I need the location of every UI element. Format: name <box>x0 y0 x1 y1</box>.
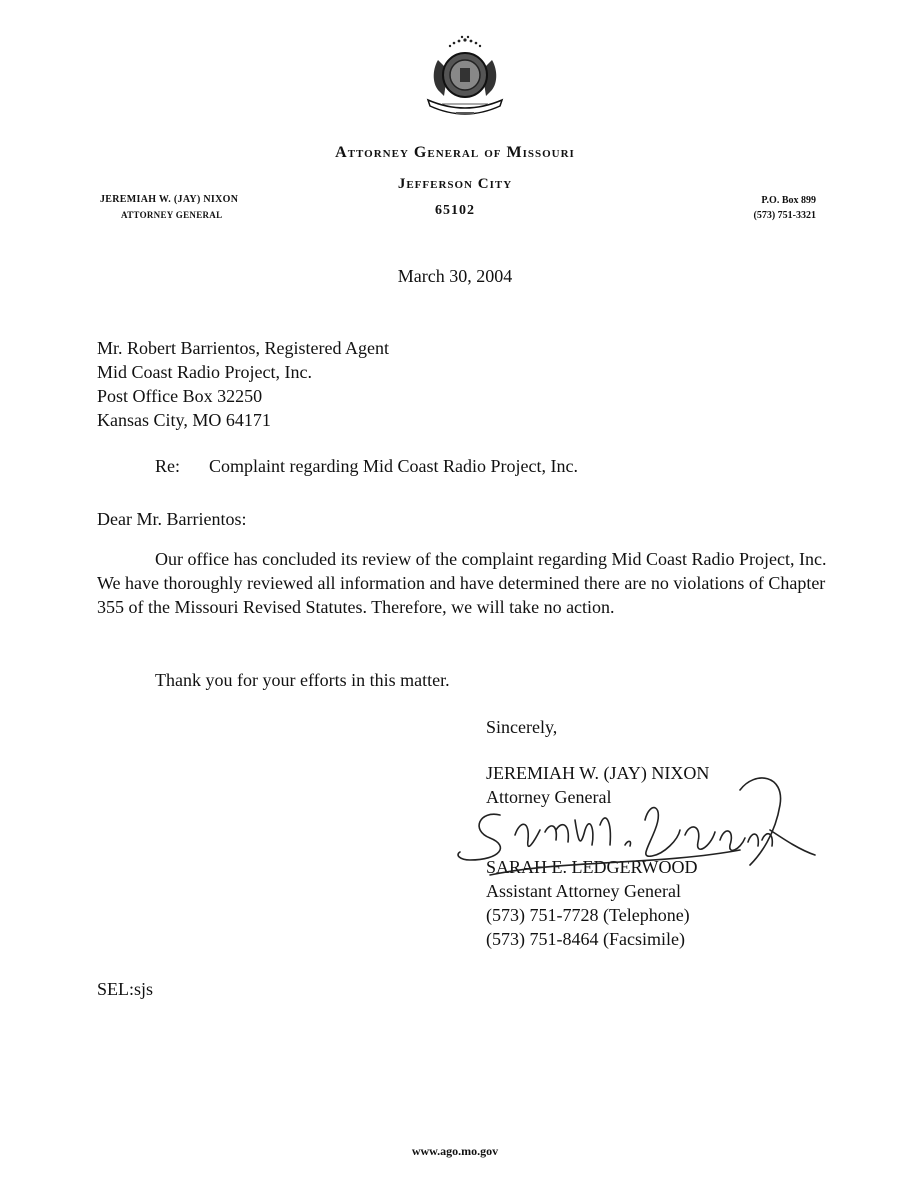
po-box: P.O. Box 899 <box>761 195 816 206</box>
office-zip: 65102 <box>435 203 475 218</box>
office-phone: (573) 751-3321 <box>753 210 816 221</box>
signer-name: JEREMIAH W. (JAY) NIXON <box>486 763 710 783</box>
signer-title: Attorney General <box>486 787 612 807</box>
attorney-general-name: JEREMIAH W. (JAY) NIXON <box>100 194 239 205</box>
salutation: Dear Mr. Barrientos: <box>97 509 247 529</box>
re-subject: Complaint regarding Mid Coast Radio Project, Inc. <box>209 456 578 476</box>
missouri-state-seal-icon <box>420 30 510 120</box>
attorney-general-title: ATTORNEY GENERAL <box>121 210 223 220</box>
recipient-address <box>97 336 389 432</box>
telephone: (573) 751-7728 (Telephone) <box>486 905 690 925</box>
letter-date: March 30, 2004 <box>397 266 513 286</box>
recipient-line: Post Office Box 32250 <box>97 386 263 406</box>
website-link[interactable]: www.ago.mo.gov <box>411 1144 499 1158</box>
closing: Sincerely, <box>486 717 558 737</box>
typist-initials: SEL:sjs <box>97 979 154 999</box>
office-name: Attorney General of Missouri <box>335 144 575 161</box>
thanks-paragraph: Thank you for your efforts in this matter. <box>155 670 450 690</box>
office-city: Jefferson City <box>397 176 513 192</box>
recipient-line: Mid Coast Radio Project, Inc. <box>97 362 312 382</box>
assistant-title: Assistant Attorney General <box>486 881 681 901</box>
recipient-line: Mr. Robert Barrientos, Registered Agent <box>97 338 389 358</box>
assistant-name: SARAH E. LEDGERWOOD <box>486 857 698 877</box>
re-label: Re: <box>155 456 180 476</box>
facsimile: (573) 751-8464 (Facsimile) <box>486 929 685 949</box>
recipient-line: Kansas City, MO 64171 <box>97 410 271 430</box>
handwritten-signature <box>440 760 820 880</box>
body-paragraph: Our office has concluded its review of the complaint regarding Mid Coast Radio Project, Inc. We have thoroughly reviewed all information and have determined there are no violations of Chapter 355 of the Missouri Revised Statutes. Therefore, we will take no action. <box>97 549 827 617</box>
